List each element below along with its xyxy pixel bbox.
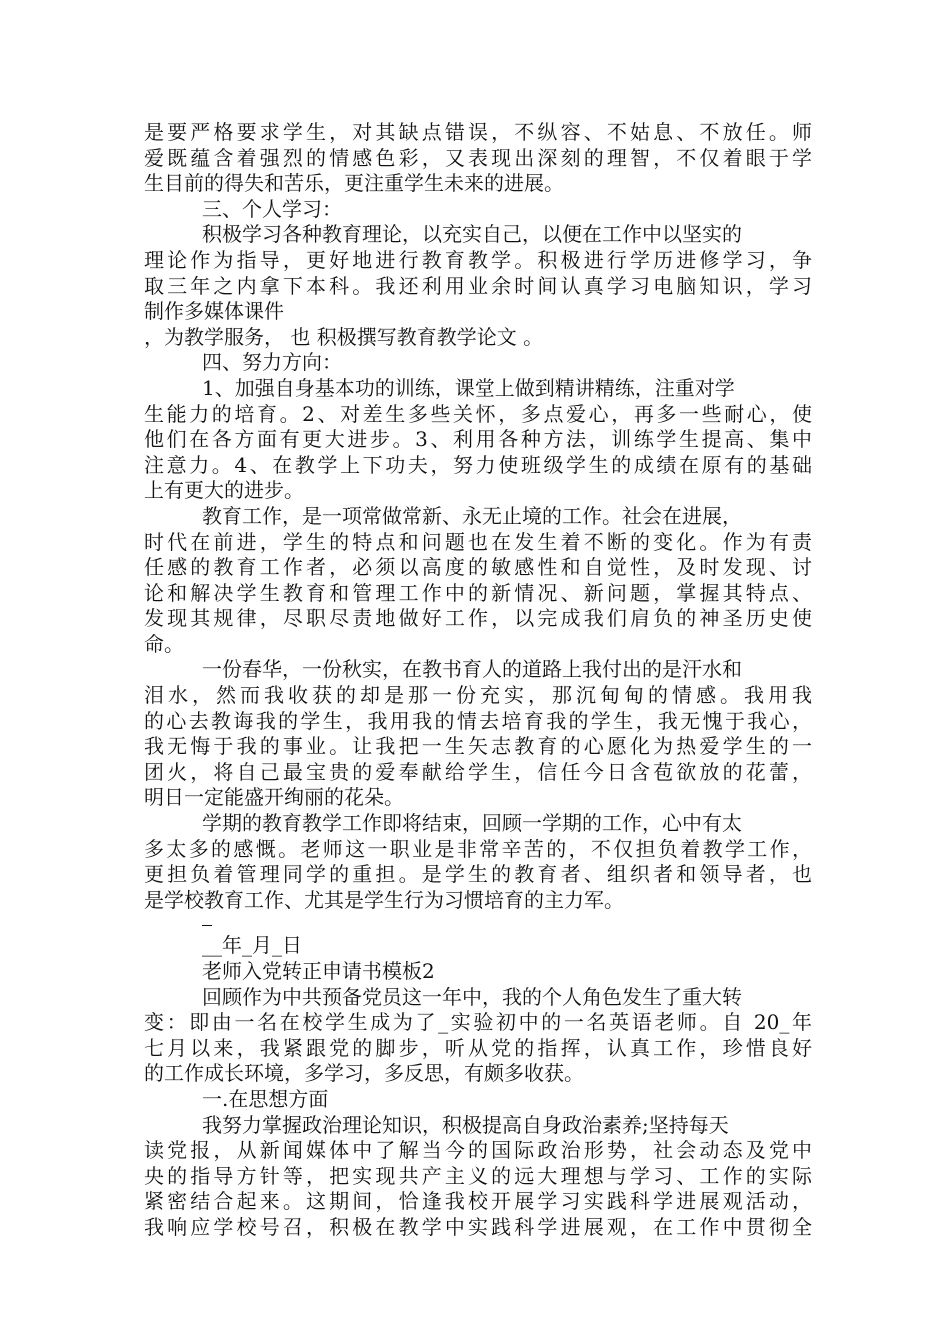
text-line: 是学校教育工作、尤其是学生行为习惯培育的主力军。 [144, 887, 624, 912]
text-line: 我响应学校号召，积极在教学中实践科学进展观，在工作中贯彻全 [144, 1214, 812, 1239]
text-line: 积极学习各种教育理论，以充实自己，以便在工作中以坚实的 [202, 222, 742, 247]
text-line: 紧密结合起来。这期间，恰逢我校开展学习实践科学进展观活动， [144, 1189, 812, 1214]
text-line: 我努力掌握政治理论知识，积极提高自身政治素养;坚持每天 [202, 1112, 729, 1137]
text-line: 任感的教育工作者，必须以高度的敏感性和自觉性，及时发现、讨 [144, 555, 812, 580]
text-line: 1、加强自身基本功的训练，课堂上做到精讲精练，注重对学 [202, 375, 735, 400]
text-line: 论和解决学生教育和管理工作中的新情况、新问题，掌握其特点、 [144, 580, 812, 605]
text-line: 多太多的感慨。老师这一职业是非常辛苦的，不仅担负着教学工作， [144, 836, 812, 861]
document-title: 老师入党转正申请书模板2 [202, 959, 435, 983]
text-line: 生目前的得失和苦乐，更注重学生未来的进展。 [144, 171, 564, 196]
text-line: 回顾作为中共预备党员这一年中，我的个人角色发生了重大转 [202, 984, 742, 1009]
text-line: 上有更大的进步。 [144, 478, 304, 503]
text-line: 更担负着管理同学的重担。是学生的教育者、组织者和领导者，也 [144, 862, 812, 887]
text-line: 学期的教育教学工作即将结束，回顾一学期的工作，心中有太 [202, 811, 742, 836]
section-heading: 三、个人学习： [202, 196, 342, 221]
text-line: 是要严格要求学生，对其缺点错误，不纵容、不姑息、不放任。师 [144, 120, 812, 144]
text-line: 变：即由一名在校学生成为了_实验初中的一名英语老师。自 20_年 [144, 1010, 812, 1035]
text-line: 时代在前进，学生的特点和问题也在发生着不断的变化。作为有责 [144, 529, 812, 554]
text-line: 注意力。4、在教学上下功夫，努力使班级学生的成绩在原有的基础 [144, 452, 812, 477]
text-line: 取三年之内拿下本科。我还利用业余时间认真学习电脑知识，学习 [144, 273, 812, 298]
text-line: 他们在各方面有更大进步。3、利用各种方法，训练学生提高、集中 [144, 427, 812, 452]
document-body [144, 120, 812, 1241]
text-line: 的工作成长环境，多学习，多反思，有颇多收获。 [144, 1061, 584, 1086]
text-line: 读党报，从新闻媒体中了解当今的国际政治形势，社会动态及党中 [144, 1138, 812, 1163]
text-line: 泪水，然而我收获的却是那一份充实，那沉甸甸的情感。我用我 [144, 683, 812, 708]
date-line: __年_月_日 [202, 933, 302, 958]
text-line: 的心去教诲我的学生，我用我的情去培育我的学生，我无愧于我心， [144, 708, 812, 733]
text-line: ，为教学服务， 也 积极撰写教育教学论文 。 [144, 324, 544, 349]
text-line: 一份春华，一份秋实，在教书育人的道路上我付出的是汗水和 [202, 657, 742, 682]
text-line: 制作多媒体课件 [144, 299, 284, 324]
text-line: 七月以来，我紧跟党的脚步，听从党的指挥，认真工作，珍惜良好 [144, 1035, 812, 1060]
text-line: 理论作为指导，更好地进行教育教学。积极进行学历进修学习，争 [144, 247, 812, 272]
section-heading: 一.在思想方面 [202, 1086, 329, 1111]
text-line: 明日一定能盛开绚丽的花朵。 [144, 785, 404, 810]
text-line: 发现其规律，尽职尽责地做好工作，以完成我们肩负的神圣历史使 [144, 606, 812, 631]
text-line: 爱既蕴含着强烈的情感色彩，又表现出深刻的理智，不仅着眼于学 [144, 145, 812, 170]
text-line: 命。 [144, 631, 184, 656]
text-line: 教育工作，是一项常做常新、永无止境的工作。社会在进展， [202, 503, 742, 528]
text-line: 我无悔于我的事业。让我把一生矢志教育的心愿化为热爱学生的一 [144, 734, 812, 759]
text-line: 生能力的培育。2、对差生多些关怀，多点爱心，再多一些耐心，使 [144, 401, 812, 426]
section-heading: 四、努力方向： [202, 350, 342, 375]
short-rule [144, 913, 812, 933]
text-line: 央的指导方针等，把实现共产主义的远大理想与学习、工作的实际 [144, 1163, 812, 1188]
text-line: 团火，将自己最宝贵的爱奉献给学生，信任今日含苞欲放的花蕾， [144, 759, 812, 784]
